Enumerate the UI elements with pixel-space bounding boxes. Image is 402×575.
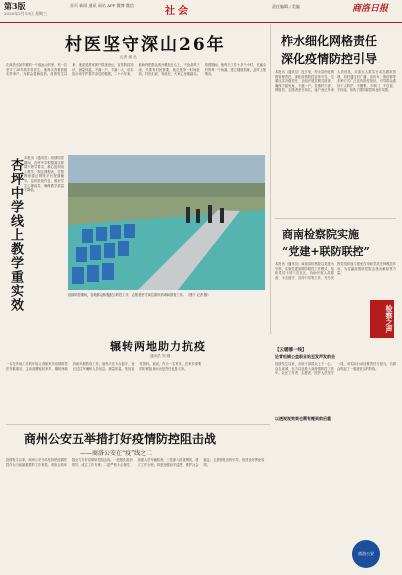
section-title: 社会 (165, 6, 191, 17)
procuratorate-seal: 检察之声 (370, 300, 394, 338)
left-vertical-body: 本报讯（通讯员）疫情防控期间，杏坪中学积极落实停课不停学要求，精心组织线上教学，制定课程表，安排教师通过网络平台授课辅导，及时批改作业，做好学生心理疏导，确保教学质量不降低。 (24, 156, 64, 193)
column-divider (270, 24, 271, 334)
masthead (0, 0, 402, 23)
byline-main: 记者 谢 丛 (120, 55, 137, 59)
right-bottom-headline-2: 以透视视效果也需有搬到前后重 (275, 416, 331, 421)
headline-bottom: 商州公安五举措打好疫情防控阻击战 (24, 432, 217, 446)
right-mid-body: 本报讯（通讯员）商南县检察院以党建为引领，实施党建加联防联控工作模式，组织党员干部下沉社区，协助开展人员排查、卡点值守、宣传引导等工作，充分发挥党组织战斗堡垒作用和党员先锋模范作用，为打赢疫情防控阻击战贡献检察力量。 (275, 262, 396, 280)
middle-article-body: 一名在外地工作的年轻人得知家乡疫情防控任务繁重后，主动请缨返回家乡，辗转两地协助开展防疫工作。他每天在卡点值守，登记过往车辆和人员信息，测量体温，发放宣传资料。他说，作为一名青年，在家乡需要的时候挺身而出是责任也是义务。 (6, 362, 202, 371)
police-badge: 商洛公安 (352, 540, 380, 568)
right-bottom-headline-1: 论青松铺公益职业站至发声发前会 (275, 354, 335, 359)
headline-right-top-1: 柞水细化网格责任 (281, 34, 378, 48)
headline-right-top-2: 深化疫情防控引导 (281, 52, 378, 66)
news-photo (68, 155, 265, 290)
byline-middle: 通讯员 刘 刚 (150, 354, 171, 358)
bottom-article-body: 疫情发生以来，商州公安分局坚持把疫情防控作为当前最重要的工作来抓，采取五项举措全力打好疫情防控阻击战。一是强化组织领导，成立工作专班；二是严格卡点查控，加强人员车辆检查；三是深入排查摸底，建立工作台账；四是加强治安巡逻，维护社会稳定；五是强化宣传引导，营造良好舆论氛围。 (6, 458, 265, 467)
headline-left-vertical: 杏坪中学线上教学重实效 (8, 158, 23, 312)
headline-main: 村医坚守深山26年 (65, 35, 226, 55)
headline-right-mid-1: 商南检察院实施 (282, 228, 359, 241)
right-bottom-body: 疫情发生以来，各地干部群众上下一心，众志成城，全力以赴投入到疫情防控工作中。社区工作者、志愿者、医护人员坚守一线，用实际行动诠释责任与担当，为群众筑起了一道道坚实的防线。 (275, 362, 396, 376)
page-date: 2020年2月19日 星期三 (4, 11, 48, 16)
divider-bottom (6, 424, 270, 425)
headline-middle: 辗转两地助力抗疫 (110, 340, 206, 353)
right-top-body: 本报讯（通讯员）连日来，柞水县细化网格管理责任，深化疫情防控宣传引导，压紧压实各级责任，全面开展拉网式排查，确保不留死角、不漏一户。各镇村干部、网格员、志愿者坚守岗位，逐户登记外来人员信息，对重点人群实行动态跟踪管理，同时通过村广播、宣传车、微信群等多种方式广泛宣传防疫知识，引导群众做好个人防护，不聚集、不串门、不信谣、不传谣，营造了群防群控的良好氛围。 (275, 70, 396, 93)
photo-caption: 疫情防控期间，各地群众积极配合防控工作，志愿者坚守岗位做好消毒和排查工作。（图片 记者 摄） (68, 293, 211, 297)
page-number: 第3版 (4, 1, 26, 11)
headline-right-mid-2: “党建+联防联控” (282, 245, 370, 258)
main-article-body: 在商洛市某乡镇的一个偏远山村里，有一位坚守了26年的乡村医生。他每天背着药箱走村串户，为群众看病送药。疫情发生以来，他更是挨家挨户排查登记，宣传防疫知识，测量体温，不漏一户，不落一人，用实际行动守护着乡亲们的健康。二十六年来，他始终把群众的冷暖放在心上，不论刮风下雨，只要有村民需要，他总是第一时间赶到。村民们说，有他在，大家心里就踏实。疫情期间，他每天工作十多个小时，走遍全村的每一个角落，建立健康档案，及时上报情况。 (6, 63, 266, 77)
nav-links[interactable]: 首页 新闻 通讯 网站 APP 微博 微信 (70, 3, 134, 8)
editor-line: 责任编辑 / 美编 (272, 4, 300, 9)
subheadline-bottom: ——商洛公安在“疫”线之二 (80, 450, 153, 457)
right-bottom-label: 【云暖哪一线】 (275, 348, 307, 353)
newspaper-logo: 商洛日报 (352, 4, 389, 14)
divider-right (275, 218, 396, 219)
